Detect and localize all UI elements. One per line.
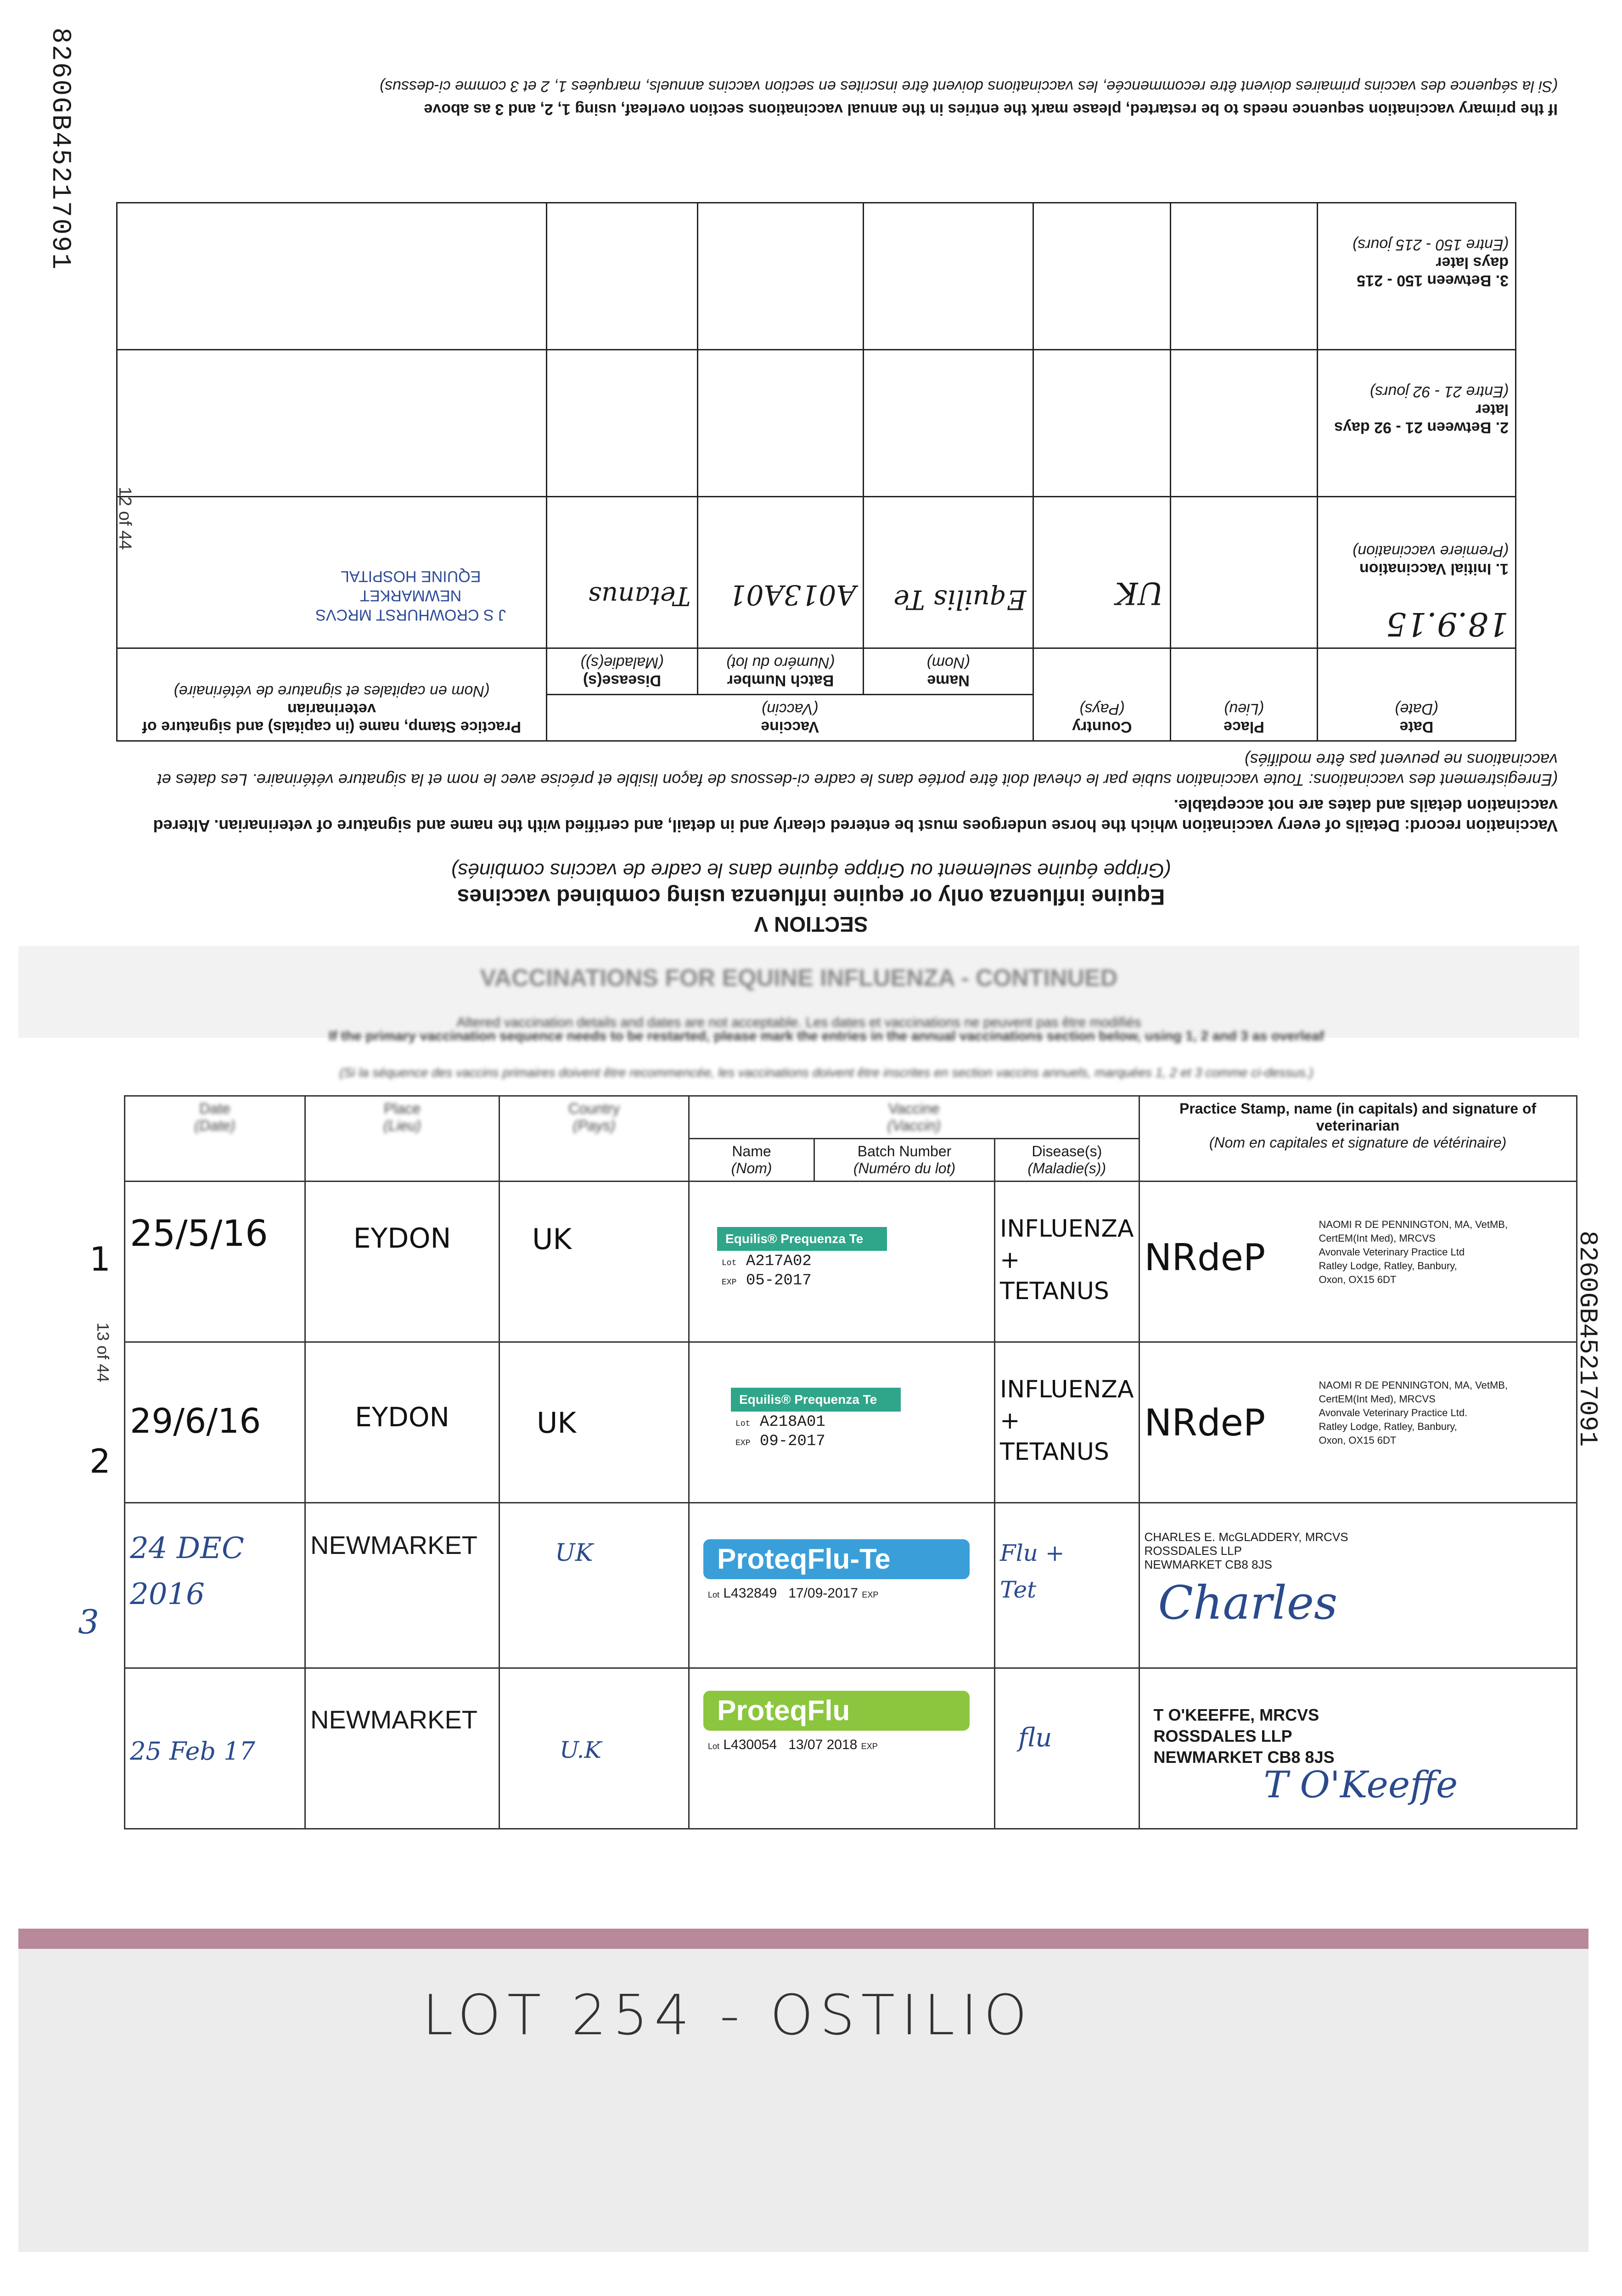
lower-row-3-vaccine [689, 1503, 995, 1668]
lower-row-2-date-value: 29/6/16 [130, 1401, 261, 1441]
lower-header-disease-fr: (Maladie(s)) [1027, 1160, 1106, 1176]
upper-header-stamp-fr: (Nom en capitales et signature de vétérinaire) [174, 682, 490, 700]
upper-restart-note: If the primary vaccination sequence needs to be restarted, please mark the entries in the annual vaccinations section overleaf, using 1, 2, and 3 as above [424, 101, 1558, 118]
lower-row-4-lot-prefix: Lot [708, 1742, 720, 1751]
lower-row-1-date [125, 1182, 305, 1342]
lower-row-1-country-value: UK [532, 1222, 572, 1256]
lower-row-4-stamp [1139, 1668, 1577, 1829]
upper-row-3-country [1033, 203, 1171, 350]
lower-header-stamp [1139, 1096, 1577, 1182]
lower-row-1-exp: 05-2017 [746, 1272, 812, 1289]
lower-row-1-vaccine [689, 1182, 995, 1342]
lower-blurred-line-2: If the primary vaccination sequence needs to be restarted, please mark the entries in the annual vaccinations section below, using 1, 2 and 3 as overleaf [329, 1029, 1324, 1044]
upper-header-country [1033, 648, 1171, 741]
lower-row-4-exp-prefix: EXP [861, 1742, 878, 1751]
lower-row-1-country [500, 1182, 689, 1342]
lower-row-2-stamp-line-2: Avonvale Veterinary Practice Ltd. [1319, 1407, 1468, 1418]
lower-header-batch-en: Batch Number [857, 1143, 952, 1159]
lower-header-vaccine-en: Vaccine [888, 1100, 940, 1117]
lower-header-name-fr: (Nom) [731, 1160, 772, 1176]
upper-row-1-disease [546, 497, 698, 648]
upper-header-name-fr: (Nom) [926, 654, 970, 671]
lower-row-2 [125, 1342, 1577, 1503]
lower-row-4-exp: 13/07 2018 [788, 1737, 858, 1752]
lower-row-3-country [500, 1503, 689, 1668]
upper-row-1-stamp-line-2: NEWMARKET [360, 587, 462, 604]
lower-row-4-disease [995, 1668, 1139, 1829]
lower-row-3-exp: 17/09-2017 [788, 1586, 858, 1601]
lower-row-4-lot: L430054 [723, 1737, 777, 1752]
upper-row-1-batch-value: A013A01 [729, 579, 856, 611]
upper-row-1-stamp [117, 497, 547, 648]
lower-header-name [689, 1139, 814, 1182]
lower-row-2-country [500, 1342, 689, 1503]
lot-label: LOT 254 - OSTILIO [422, 1984, 1034, 2048]
upper-section-title: Equine influenza only or equine influenza using combined vaccines [457, 884, 1165, 909]
lower-row-3-stamp-line-3: NEWMARKET CB8 8JS [1144, 1558, 1272, 1571]
lower-blurred-header-band [18, 946, 1579, 1038]
lower-row-1-lot-prefix: Lot [722, 1259, 737, 1268]
upper-row-2 [117, 350, 1516, 497]
upper-row-2-label: 2. Between 21 - 92 days later [1334, 401, 1509, 436]
lower-row-4-vaccine [689, 1668, 995, 1829]
lower-header-place-fr: (Lieu) [383, 1117, 421, 1134]
lower-row-1-exp-prefix: EXP [722, 1278, 737, 1287]
lower-row-1-stamp-line-3: Ratley Lodge, Ratley, Banbury, [1319, 1260, 1457, 1272]
lower-header-vaccine-fr: (Vaccin) [887, 1117, 941, 1134]
lower-row-4-date [125, 1668, 305, 1829]
lower-header-place-en: Place [383, 1100, 421, 1117]
lower-row-1-place-value: EYDON [353, 1222, 451, 1255]
upper-header-stamp-en: Practice Stamp, name (in capitals) and signature of veterinarian [142, 700, 522, 736]
lower-header-name-en: Name [732, 1143, 771, 1159]
upper-header-country-fr: (Pays) [1079, 700, 1125, 718]
lower-row-3-exp-prefix: EXP [862, 1590, 879, 1599]
lower-header-date [125, 1096, 305, 1182]
lower-row-4-country-value: U.K [560, 1737, 601, 1763]
lower-row-1-vaccine-label: Equilis® Prequenza Te [717, 1227, 887, 1251]
upper-header-disease-en: Disease(s) [583, 672, 661, 689]
upper-page-number: 12 of 44 [115, 487, 135, 550]
lower-header-disease [995, 1139, 1139, 1182]
lower-row-2-date [125, 1342, 305, 1503]
upper-header-batch [698, 648, 863, 695]
lower-header-batch-fr: (Numéro du lot) [853, 1160, 956, 1176]
upper-row-3-label: 3. Between 150 - 215 days later [1357, 254, 1509, 289]
lower-row-3-vaccine-label: ProteqFlu-Te [703, 1539, 970, 1579]
lower-row-4-country [500, 1668, 689, 1829]
upper-header-batch-fr: (Numéro du lot) [726, 654, 835, 671]
lower-row-4-stamp-line-3: NEWMARKET CB8 8JS [1153, 1748, 1335, 1767]
lower-header-row [125, 1096, 1577, 1139]
upper-row-1-date [1317, 497, 1515, 648]
lower-row-4 [125, 1668, 1577, 1829]
upper-row-2-place [1171, 350, 1317, 497]
lower-row-4-place [305, 1668, 500, 1829]
lower-header-disease-en: Disease(s) [1032, 1143, 1102, 1159]
lower-row-3-stamp-line-1: CHARLES E. McGLADDERY, MRCVS [1144, 1530, 1348, 1544]
upper-record-instructions-fr: (Enregistrement des vaccinations: Toute vaccination subie par le cheval doit être portée dans le cadre ci-dessous de façon lisible et précise avec le nom et la signature vétérinaire. Les dates et vaccinations ne peuvent pas être modifiés) [157, 750, 1558, 789]
upper-header-date-en: Date [1399, 718, 1434, 736]
lower-row-3-country-value: UK [555, 1539, 593, 1567]
lower-row-2-country-value: UK [537, 1406, 577, 1440]
lower-row-2-place-value: EYDON [355, 1401, 449, 1433]
lower-row-3-date [125, 1503, 305, 1668]
lower-row-3-lot: L432849 [723, 1586, 777, 1601]
lower-row-1-vaccine-sticker [717, 1227, 887, 1289]
lower-row-2-stamp [1139, 1342, 1577, 1503]
lower-row-1-date-value: 25/5/16 [130, 1213, 268, 1255]
upper-record-instructions: Vaccination record: Details of every vaccination which the horse undergoes must be entered clearly and in detail, and certified with the name and signature of veterinarian. Altered vaccination details and dates are not acceptable. [153, 796, 1558, 835]
lower-row-2-vaccine-sticker [731, 1388, 901, 1450]
lower-row-3-disease-value: Flu + Tet [1000, 1540, 1065, 1603]
lower-row-2-lot: A218A01 [759, 1413, 825, 1431]
upper-row-1-stamp-line-3: EQUINE HOSPITAL [340, 568, 481, 585]
lower-row-1-disease [995, 1182, 1139, 1342]
lower-row-3-lot-prefix: Lot [708, 1590, 720, 1599]
upper-row-1-stamp-line-1: J S CROWHURST MRCVS [315, 606, 506, 624]
upper-row-2-stamp [117, 350, 547, 497]
upper-row-3-stamp [117, 203, 547, 350]
lower-row-1-disease-value: INFLUENZA + TETANUS [1000, 1215, 1134, 1305]
lower-row-3-place-value: NEWMARKET [310, 1531, 477, 1559]
upper-row-1 [117, 497, 1516, 648]
upper-header-date-fr: (Date) [1395, 700, 1438, 718]
lower-row-2-signature: NRdeP [1144, 1401, 1266, 1444]
lower-row-4-signature: T O'Keeffe [1263, 1763, 1458, 1806]
lower-row-3-date-value: 24 DEC 2016 [130, 1531, 244, 1611]
lower-document-id: 8260GB45217091 [1573, 1231, 1602, 1447]
upper-header-place-en: Place [1224, 718, 1264, 736]
upper-restart-note-fr: (Si la séquence des vaccins primaires doivent être recommencée, les vaccinations doivent être inscrites en section vaccins annuels, marquées 1, 2 et 3 comme ci-dessus) [379, 78, 1558, 95]
upper-header-disease-fr: (Maladie(s)) [580, 654, 664, 671]
lower-row-1-place [305, 1182, 500, 1342]
lower-row-1-signature: NRdeP [1144, 1236, 1266, 1279]
lower-row-3-place [305, 1503, 500, 1668]
upper-row-1-label: 1. Initial Vaccination [1359, 560, 1509, 578]
lower-row-4-date-value: 25 Feb 17 [130, 1737, 255, 1766]
lower-header-stamp-en: Practice Stamp, name (in capitals) and signature of veterinarian [1179, 1100, 1537, 1134]
lower-row-2-exp: 09-2017 [759, 1433, 825, 1450]
lower-row-2-stamp-line-1: NAOMI R DE PENNINGTON, MA, VetMB, CertEM(Int Med), MRCVS [1319, 1379, 1508, 1405]
upper-row-2-batch [698, 350, 863, 497]
upper-row-1-place [1171, 497, 1317, 648]
upper-header-place [1171, 648, 1317, 741]
lower-page-number: 13 of 44 [94, 1322, 112, 1383]
upper-document-id: 8260GB45217091 [45, 28, 75, 271]
lower-row-4-vaccine-label: ProteqFlu [703, 1691, 970, 1731]
upper-page [0, 0, 1622, 946]
lower-header-date-fr: (Date) [194, 1117, 236, 1134]
lower-row-1-stamp-line-4: Oxon, OX15 6DT [1319, 1274, 1397, 1285]
upper-row-2-disease [546, 350, 698, 497]
upper-page-rotated [0, 0, 1622, 946]
lower-row-1-stamp-line-1: NAOMI R DE PENNINGTON, MA, VetMB, CertEM(Int Med), MRCVS [1319, 1219, 1508, 1244]
upper-section-heading: SECTION V [754, 912, 868, 936]
lower-header-country-fr: (Pays) [572, 1117, 616, 1134]
upper-header-row [117, 695, 1516, 741]
lower-row-4-stamp-line-2: ROSSDALES LLP [1153, 1727, 1292, 1745]
lower-header-place [305, 1096, 500, 1182]
upper-row-1-country-value: UK [1115, 575, 1164, 611]
upper-row-3 [117, 203, 1516, 350]
lower-row-3-vaccine-sticker [703, 1539, 970, 1608]
upper-row-2-name [863, 350, 1033, 497]
lower-row-2-vaccine [689, 1342, 995, 1503]
upper-row-3-batch [698, 203, 863, 350]
lower-row-2-exp-prefix: EXP [735, 1439, 751, 1448]
upper-row-1-batch [698, 497, 863, 648]
lower-header-country-en: Country [568, 1100, 620, 1117]
upper-header-vaccine [546, 695, 1033, 741]
lower-row-2-disease [995, 1342, 1139, 1503]
upper-row-1-label-fr: (Premiere vaccination) [1352, 542, 1509, 560]
lower-blurred-line-1: Altered vaccination details and dates are not acceptable. Les dates et vaccinations ne peuvent pas être modifiés [456, 1015, 1141, 1030]
lower-row-1-lot: A217A02 [746, 1253, 812, 1270]
lower-blurred-title: VACCINATIONS FOR EQUINE INFLUENZA - CONTINUED [480, 965, 1118, 991]
upper-row-3-label-fr: (Entre 150 - 215 jours) [1352, 236, 1509, 253]
upper-row-2-country [1033, 350, 1171, 497]
lower-row-2-stamp-line-3: Ratley Lodge, Ratley, Banbury, [1319, 1421, 1457, 1432]
lower-row-2-stamp-line-4: Oxon, OX15 6DT [1319, 1435, 1397, 1446]
upper-header-vaccine-fr: (Vaccin) [761, 700, 819, 718]
lower-header-date-en: Date [199, 1100, 230, 1117]
lower-row-4-vaccine-sticker [703, 1691, 970, 1759]
upper-header-batch-en: Batch Number [727, 672, 834, 689]
upper-row-3-disease [546, 203, 698, 350]
lower-row-4-disease-value: flu [1018, 1723, 1052, 1753]
lower-row-2-place [305, 1342, 500, 1503]
upper-row-3-place [1171, 203, 1317, 350]
lower-row-2-vaccine-label: Equilis® Prequenza Te [731, 1388, 901, 1412]
lower-row-2-disease-value: INFLUENZA + TETANUS [1000, 1376, 1134, 1466]
lower-header-stamp-fr: (Nom en capitales et signature de vétérinaire) [1209, 1134, 1507, 1151]
upper-row-1-date-value: 18.9.15 [1386, 605, 1509, 643]
upper-header-name [863, 648, 1033, 695]
upper-row-3-date [1317, 203, 1515, 350]
upper-header-place-fr: (Lieu) [1224, 700, 1264, 718]
lower-row-1-stamp [1139, 1182, 1577, 1342]
upper-row-1-name-value: Equilis Te [893, 584, 1027, 615]
lower-row-3-stamp-line-2: ROSSDALES LLP [1144, 1544, 1242, 1558]
lower-row-3-stamp [1139, 1503, 1577, 1668]
lower-row-4-place-value: NEWMARKET [310, 1705, 477, 1734]
lower-header-batch [814, 1139, 995, 1182]
upper-header-name-en: Name [927, 672, 970, 689]
lower-row-3-number: 3 [78, 1603, 99, 1641]
lower-row-2-lot-prefix: Lot [735, 1419, 751, 1429]
lower-header-vaccine [689, 1096, 1139, 1139]
lower-row-4-stamp-line-1: T O'KEEFFE, MRCVS [1153, 1705, 1319, 1724]
lower-row-1 [125, 1182, 1577, 1342]
lower-vaccination-table [124, 1095, 1577, 1829]
upper-section-title-fr: (Grippe équine seulement ou Grippe équine dans le cadre de vaccins combinés) [451, 859, 1171, 882]
lower-row-3-disease [995, 1503, 1139, 1668]
upper-vaccination-table [116, 202, 1516, 742]
lower-row-1-number: 1 [90, 1240, 111, 1278]
lower-row-3-signature: Charles [1158, 1576, 1338, 1630]
upper-row-1-name [863, 497, 1033, 648]
lower-row-2-number: 2 [90, 1442, 111, 1480]
upper-row-1-country [1033, 497, 1171, 648]
lower-blurred-line-3: (Si la séquence des vaccins primaires doivent être recommencée, les vaccinations doivent être inscrites en section vaccins annuels, marquées 1, 2 et 3 comme ci-dessus.) [339, 1065, 1313, 1080]
upper-row-2-label-fr: (Entre 21 - 92 jours) [1369, 383, 1509, 400]
upper-row-3-name [863, 203, 1033, 350]
lower-row-1-stamp-line-2: Avonvale Veterinary Practice Ltd [1319, 1246, 1465, 1258]
footer-divider [18, 1929, 1588, 1949]
upper-header-date [1317, 648, 1515, 741]
upper-header-stamp [117, 648, 547, 741]
lower-header-country [500, 1096, 689, 1182]
upper-row-1-disease-value: Tetanus [588, 581, 691, 611]
lower-row-3 [125, 1503, 1577, 1668]
upper-header-disease [546, 648, 698, 695]
upper-header-vaccine-en: Vaccine [761, 718, 819, 736]
upper-header-country-en: Country [1072, 718, 1132, 736]
upper-row-2-date [1317, 350, 1515, 497]
